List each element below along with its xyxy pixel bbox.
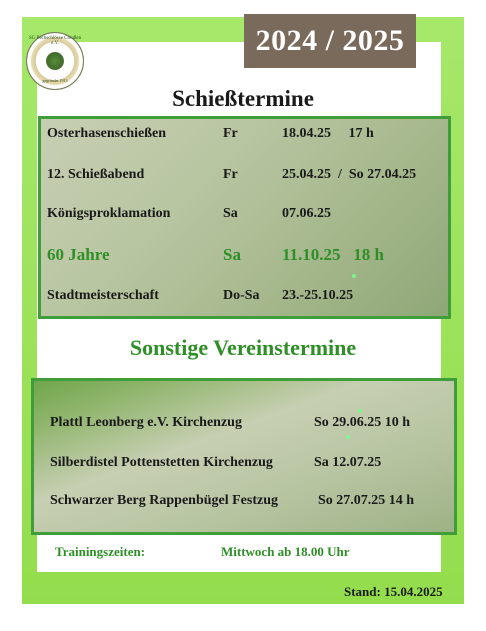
club-event-date: Sa 12.07.25 [314, 455, 382, 470]
shooting-row-date: 07.06.25 [282, 206, 331, 221]
club-events-box [31, 378, 457, 535]
club-event-text: Silberdistel Pottenstetten Kirchenzug [50, 455, 273, 470]
club-event-text: Schwarzer Berg Rappenbügel Festzug [50, 493, 278, 508]
shooting-row-day-highlight: Sa [223, 245, 241, 264]
shooting-row-date: 18.04.25 17 h [282, 126, 374, 141]
shooting-title: Schießtermine [172, 86, 314, 111]
club-event-text: Plattl Leonberg e.V. Kirchenzug [50, 415, 242, 430]
season-badge: 2024 / 2025 [244, 14, 416, 68]
sparkle-dot [346, 435, 350, 439]
training-value: Mittwoch ab 18.00 Uhr [221, 544, 350, 559]
shooting-row-name-highlight: 60 Jahre [47, 245, 110, 264]
shooting-row-day: Do-Sa [223, 288, 260, 303]
shooting-schedule-box [38, 116, 451, 319]
shooting-row-date: 23.-25.10.25 [282, 288, 354, 303]
logo-bottom-text: gegründet 1913 [42, 78, 68, 83]
training-label: Trainingszeiten: [55, 544, 146, 559]
shooting-row-name: Königsproklamation [47, 206, 171, 221]
club-events-title: Sonstige Vereinstermine [129, 335, 357, 360]
shooting-row-name: Stadtmeisterschaft [47, 288, 159, 303]
shooting-row-date: 25.04.25 / So 27.04.25 [282, 167, 417, 182]
sparkle-dot [352, 274, 356, 278]
sparkle-dot [358, 409, 362, 413]
logo-top-text: SG Pechschlösse Creußen e.V. [28, 36, 82, 46]
stand-date: Stand: 15.04.2025 [344, 584, 443, 599]
shooting-row-day: Sa [223, 206, 238, 221]
club-event-date: So 29.06.25 10 h [314, 415, 411, 430]
shooting-row-date-highlight: 11.10.25 18 h [282, 245, 385, 264]
shooting-row-day: Fr [223, 126, 238, 141]
shooting-row-name: Osterhasenschießen [47, 126, 166, 141]
club-logo [26, 32, 84, 90]
shooting-row-day: Fr [223, 167, 238, 182]
club-event-date: So 27.07.25 14 h [318, 493, 415, 508]
logo-emblem-icon [46, 52, 64, 70]
shooting-row-name: 12. Schießabend [47, 167, 145, 182]
